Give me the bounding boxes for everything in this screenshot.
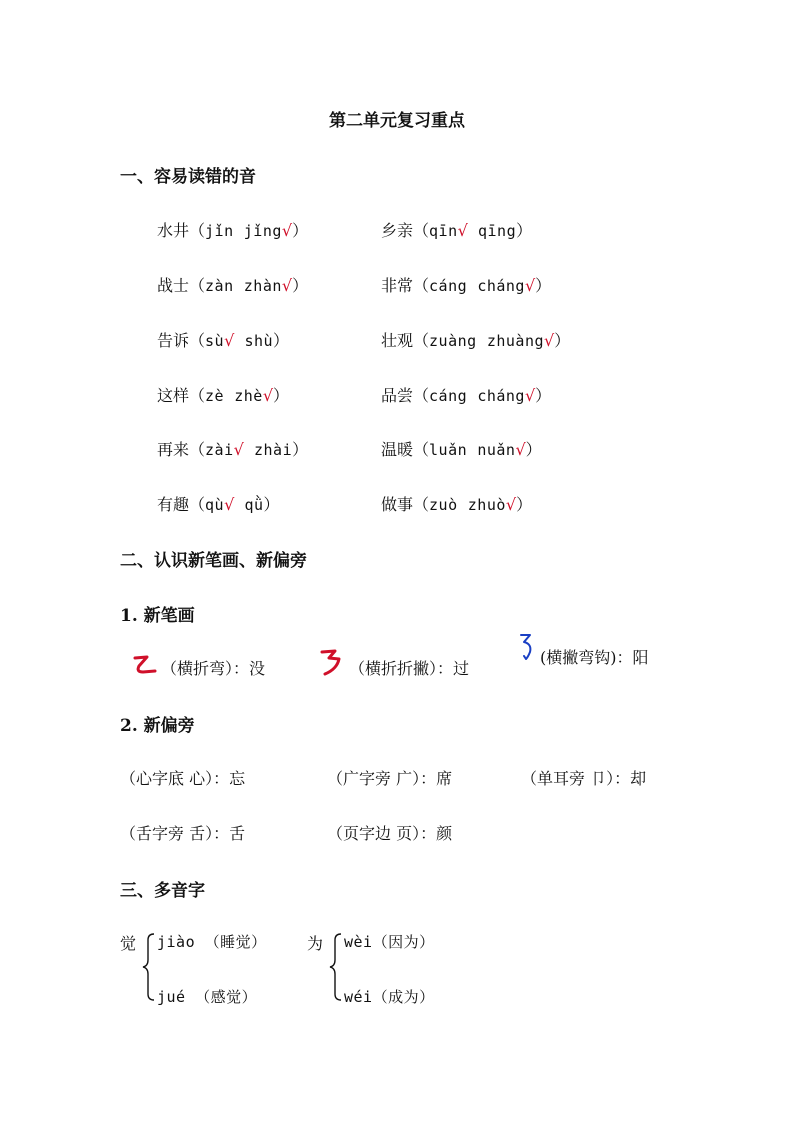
pinyin-option-b: jǐng [243, 222, 282, 240]
pinyin-option-b: zhàn [243, 277, 282, 295]
word: 品尝（ [381, 386, 430, 405]
radical-item: （舌字旁 舌）：舌 [120, 824, 246, 843]
pinyin-option-a: sù [205, 332, 225, 350]
checkmark-icon: √ [233, 440, 244, 459]
pronunciation-item [157, 328, 289, 351]
pinyin-option-a: cáng [429, 277, 468, 295]
close-paren: ） [292, 440, 309, 459]
section-heading-1: 一、容易读错的音 [120, 167, 256, 187]
polyphone-reading: wèi（因为） [344, 933, 435, 951]
pronunciation-item [381, 328, 570, 351]
word: 壮观（ [381, 331, 430, 350]
close-paren: ） [273, 331, 290, 350]
close-paren: ） [554, 331, 571, 350]
pronunciation-item [157, 273, 308, 296]
close-paren: ） [273, 386, 290, 405]
checkmark-icon: √ [524, 276, 536, 295]
pronunciation-item [381, 437, 542, 460]
word: 再来（ [157, 440, 206, 459]
pronunciation-item [381, 492, 532, 515]
pinyin-option-b: zhài [253, 441, 293, 459]
pinyin-option-a: zuò [429, 496, 458, 514]
checkmark-icon: √ [544, 331, 555, 350]
polyphone-reading: wéi（成为） [344, 988, 435, 1006]
radical-item: （页字边 页）：颜 [327, 824, 453, 843]
subheading-new-radicals: 2. 新偏旁 [120, 716, 195, 736]
close-paren: ） [292, 276, 309, 295]
pinyin-option-a: jǐn [205, 222, 234, 240]
section-heading-3: 三、多音字 [120, 881, 205, 901]
stroke-desc-3: (横撇弯钩)：阳 [540, 648, 649, 667]
stroke-hengzhewan-icon [131, 652, 159, 678]
pinyin-option-b: cháng [477, 387, 525, 405]
word: 有趣（ [157, 495, 206, 514]
word: 战士（ [157, 276, 206, 295]
pronunciation-item [157, 437, 308, 460]
stroke-hengzhezhepie-icon [319, 647, 347, 677]
pinyin-option-b: zhè [234, 387, 263, 405]
pinyin-option-b: zhuàng [486, 332, 545, 350]
close-paren: ） [263, 495, 280, 514]
radical-item: （心字底 心）：忘 [120, 769, 246, 788]
checkmark-icon: √ [224, 331, 235, 350]
word: 告诉（ [157, 331, 206, 350]
word: 温暖（ [381, 440, 430, 459]
page-title: 第二单元复习重点 [329, 111, 465, 131]
pinyin-option-b: shù [244, 332, 274, 350]
polyphone-reading: jiào （睡觉） [157, 933, 267, 951]
subheading-new-strokes: 1. 新笔画 [120, 606, 195, 626]
pronunciation-item [157, 218, 308, 241]
checkmark-icon: √ [515, 440, 526, 459]
pinyin-option-a: luǎn [429, 441, 468, 459]
word: 做事（ [381, 495, 430, 514]
stroke-desc-2: （横折折撇）：过 [349, 659, 470, 678]
stroke-hengpiewangou-icon [518, 632, 538, 662]
close-paren: ） [292, 221, 309, 240]
word: 非常（ [381, 276, 430, 295]
close-paren: ） [535, 276, 552, 295]
brace-icon [142, 932, 156, 1002]
pinyin-option-b: nuǎn [477, 441, 516, 459]
radical-item: （单耳旁 卩）：却 [521, 769, 647, 788]
close-paren: ） [535, 386, 552, 405]
radical-item: （广字旁 广）：席 [327, 769, 453, 788]
pinyin-option-b: qǜ [244, 496, 264, 514]
close-paren: ） [516, 495, 533, 514]
checkmark-icon: √ [281, 276, 293, 295]
pinyin-option-b: qīng [477, 222, 517, 240]
pronunciation-item [381, 218, 532, 241]
brace-icon [329, 932, 343, 1002]
pronunciation-item [157, 383, 289, 406]
pinyin-option-b: zhuò [467, 496, 506, 514]
pinyin-option-a: zuàng [429, 332, 477, 350]
polyphone-char: 觉 [120, 934, 137, 953]
word: 水井（ [157, 221, 206, 240]
pinyin-option-a: zè [205, 387, 225, 405]
pinyin-option-a: cáng [429, 387, 468, 405]
polyphone-reading: jué （感觉） [157, 988, 258, 1006]
checkmark-icon: √ [505, 495, 517, 514]
word: 乡亲（ [381, 221, 430, 240]
pinyin-option-a: qīn [429, 222, 458, 240]
close-paren: ） [516, 221, 533, 240]
pronunciation-item [381, 383, 551, 406]
stroke-desc-1: （横折弯）：没 [161, 659, 266, 678]
close-paren: ） [525, 440, 542, 459]
checkmark-icon: √ [224, 495, 235, 514]
polyphone-char: 为 [307, 934, 324, 953]
pinyin-option-b: cháng [477, 277, 525, 295]
checkmark-icon: √ [524, 386, 536, 405]
checkmark-icon: √ [262, 386, 274, 405]
checkmark-icon: √ [281, 221, 293, 240]
pronunciation-item [381, 273, 551, 296]
pinyin-option-a: zài [205, 441, 234, 459]
word: 这样（ [157, 386, 206, 405]
checkmark-icon: √ [457, 221, 468, 240]
section-heading-2: 二、认识新笔画、新偏旁 [120, 551, 307, 571]
pronunciation-item [157, 492, 280, 515]
pinyin-option-a: qù [205, 496, 225, 514]
pinyin-option-a: zàn [205, 277, 234, 295]
